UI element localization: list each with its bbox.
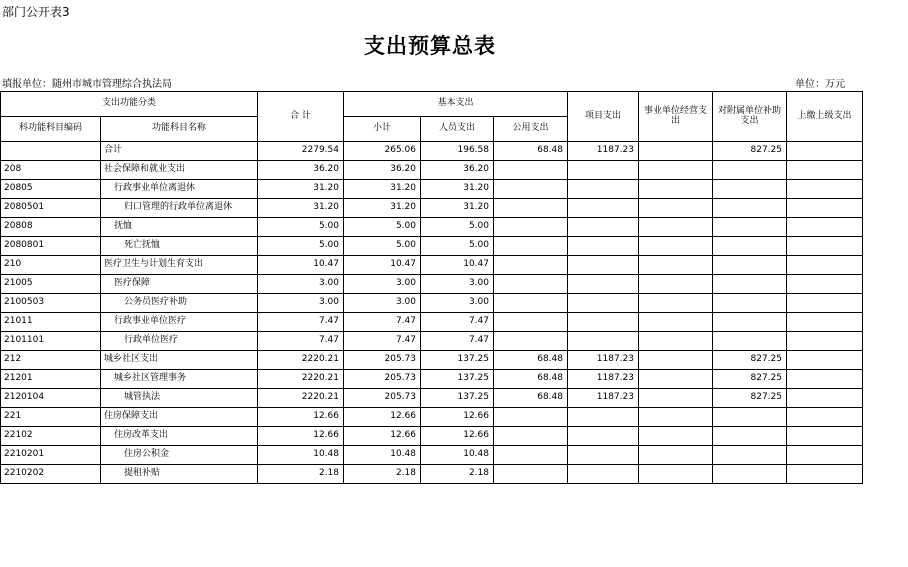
expenditure-budget-table — [0, 91, 863, 484]
table-row — [1, 199, 863, 218]
cell-subtotal: 31.20 — [344, 180, 421, 199]
cell-name: 城管执法 — [101, 389, 258, 408]
cell-total: 3.00 — [258, 294, 344, 313]
cell-subsidy — [713, 199, 787, 218]
cell-total: 31.20 — [258, 199, 344, 218]
cell-public: 68.48 — [494, 389, 568, 408]
cell-public — [494, 180, 568, 199]
cell-project — [568, 427, 639, 446]
cell-public — [494, 313, 568, 332]
cell-business — [639, 237, 713, 256]
document-number-label: 部门公开表3 — [2, 5, 70, 19]
cell-personnel: 137.25 — [421, 370, 494, 389]
table-row — [1, 389, 863, 408]
cell-name: 城乡社区管理事务 — [101, 370, 258, 389]
cell-subtotal: 7.47 — [344, 332, 421, 351]
cell-personnel: 7.47 — [421, 332, 494, 351]
cell-upper — [787, 389, 863, 408]
cell-subsidy — [713, 313, 787, 332]
cell-upper — [787, 256, 863, 275]
cell-personnel: 5.00 — [421, 237, 494, 256]
cell-project — [568, 408, 639, 427]
cell-business — [639, 313, 713, 332]
cell-public: 68.48 — [494, 351, 568, 370]
cell-public — [494, 446, 568, 465]
cell-subtotal: 205.73 — [344, 351, 421, 370]
cell-name: 死亡抚恤 — [101, 237, 258, 256]
table-row — [1, 161, 863, 180]
cell-subsidy: 827.25 — [713, 370, 787, 389]
header-business: 事业单位经营支出 — [639, 92, 713, 142]
cell-upper — [787, 237, 863, 256]
cell-total: 2.18 — [258, 465, 344, 484]
cell-name: 医疗保障 — [101, 275, 258, 294]
table-row — [1, 427, 863, 446]
cell-public — [494, 465, 568, 484]
cell-business — [639, 389, 713, 408]
cell-total: 2220.21 — [258, 351, 344, 370]
cell-project: 1187.23 — [568, 142, 639, 161]
cell-total: 10.48 — [258, 446, 344, 465]
cell-upper — [787, 142, 863, 161]
header-subsidy: 对附属单位补助支出 — [713, 92, 787, 142]
table-row — [1, 237, 863, 256]
cell-total: 12.66 — [258, 408, 344, 427]
cell-personnel: 137.25 — [421, 351, 494, 370]
cell-name: 行政事业单位医疗 — [101, 313, 258, 332]
cell-total: 5.00 — [258, 218, 344, 237]
cell-upper — [787, 294, 863, 313]
cell-subtotal: 265.06 — [344, 142, 421, 161]
cell-project: 1187.23 — [568, 351, 639, 370]
cell-subtotal: 5.00 — [344, 237, 421, 256]
cell-code: 2210201 — [1, 446, 101, 465]
cell-project — [568, 465, 639, 484]
cell-business — [639, 427, 713, 446]
cell-business — [639, 351, 713, 370]
cell-subtotal: 36.20 — [344, 161, 421, 180]
cell-total: 2220.21 — [258, 389, 344, 408]
table-row — [1, 351, 863, 370]
header-public: 公用支出 — [494, 117, 568, 142]
cell-subsidy — [713, 218, 787, 237]
cell-personnel: 3.00 — [421, 294, 494, 313]
table-row — [1, 142, 863, 161]
cell-public: 68.48 — [494, 370, 568, 389]
cell-subsidy — [713, 161, 787, 180]
cell-public — [494, 427, 568, 446]
cell-business — [639, 408, 713, 427]
table-row — [1, 446, 863, 465]
cell-personnel: 10.48 — [421, 446, 494, 465]
cell-personnel: 3.00 — [421, 275, 494, 294]
cell-business — [639, 275, 713, 294]
cell-subsidy — [713, 256, 787, 275]
header-category-group: 支出功能分类 — [1, 92, 258, 117]
cell-code: 21201 — [1, 370, 101, 389]
reporting-unit-label: 填报单位：随州市城市管理综合执法局 — [2, 79, 172, 90]
cell-business — [639, 161, 713, 180]
cell-project: 1187.23 — [568, 389, 639, 408]
cell-personnel: 31.20 — [421, 180, 494, 199]
cell-subsidy: 827.25 — [713, 351, 787, 370]
table-row — [1, 218, 863, 237]
cell-project — [568, 218, 639, 237]
table-row — [1, 408, 863, 427]
header-project: 项目支出 — [568, 92, 639, 142]
cell-upper — [787, 275, 863, 294]
cell-project — [568, 446, 639, 465]
cell-upper — [787, 408, 863, 427]
cell-total: 2279.54 — [258, 142, 344, 161]
cell-code: 21011 — [1, 313, 101, 332]
cell-upper — [787, 199, 863, 218]
cell-name: 社会保障和就业支出 — [101, 161, 258, 180]
cell-public — [494, 218, 568, 237]
currency-unit-label: 单位：万元 — [795, 79, 845, 90]
cell-project — [568, 161, 639, 180]
cell-code: 2100503 — [1, 294, 101, 313]
cell-upper — [787, 465, 863, 484]
cell-personnel: 12.66 — [421, 408, 494, 427]
cell-public — [494, 199, 568, 218]
cell-code: 20805 — [1, 180, 101, 199]
cell-personnel: 36.20 — [421, 161, 494, 180]
header-name: 功能科目名称 — [101, 117, 258, 142]
cell-upper — [787, 180, 863, 199]
table-row — [1, 294, 863, 313]
cell-subtotal: 3.00 — [344, 294, 421, 313]
header-code: 科功能科目编码 — [1, 117, 101, 142]
cell-code: 2080501 — [1, 199, 101, 218]
cell-subtotal: 2.18 — [344, 465, 421, 484]
cell-upper — [787, 313, 863, 332]
cell-business — [639, 465, 713, 484]
cell-subsidy — [713, 427, 787, 446]
cell-subtotal: 3.00 — [344, 275, 421, 294]
cell-code: 208 — [1, 161, 101, 180]
cell-subsidy — [713, 237, 787, 256]
cell-code: 221 — [1, 408, 101, 427]
cell-personnel: 196.58 — [421, 142, 494, 161]
cell-public — [494, 256, 568, 275]
cell-subsidy — [713, 294, 787, 313]
cell-subsidy: 827.25 — [713, 389, 787, 408]
cell-subtotal: 205.73 — [344, 389, 421, 408]
cell-name: 住房改革支出 — [101, 427, 258, 446]
cell-upper — [787, 427, 863, 446]
cell-subsidy — [713, 275, 787, 294]
cell-project — [568, 275, 639, 294]
cell-public — [494, 275, 568, 294]
table-row — [1, 275, 863, 294]
table-row — [1, 180, 863, 199]
cell-personnel: 7.47 — [421, 313, 494, 332]
cell-total: 5.00 — [258, 237, 344, 256]
cell-subsidy — [713, 465, 787, 484]
table-header-row-1 — [1, 92, 863, 117]
cell-subtotal: 12.66 — [344, 408, 421, 427]
header-subtotal: 小计 — [344, 117, 421, 142]
cell-project — [568, 256, 639, 275]
cell-name: 住房公积金 — [101, 446, 258, 465]
cell-project: 1187.23 — [568, 370, 639, 389]
header-total: 合 计 — [258, 92, 344, 142]
page-title: 支出预算总表 — [364, 34, 496, 58]
cell-project — [568, 313, 639, 332]
cell-subsidy — [713, 446, 787, 465]
cell-subtotal: 205.73 — [344, 370, 421, 389]
table-row — [1, 313, 863, 332]
cell-subtotal: 12.66 — [344, 427, 421, 446]
cell-name: 抚恤 — [101, 218, 258, 237]
cell-project — [568, 237, 639, 256]
cell-code: 20808 — [1, 218, 101, 237]
cell-project — [568, 180, 639, 199]
cell-business — [639, 180, 713, 199]
header-basic-group: 基本支出 — [344, 92, 568, 117]
cell-total: 36.20 — [258, 161, 344, 180]
cell-subtotal: 10.48 — [344, 446, 421, 465]
table-row — [1, 465, 863, 484]
cell-subsidy — [713, 332, 787, 351]
cell-name: 行政事业单位离退休 — [101, 180, 258, 199]
cell-code: 2210202 — [1, 465, 101, 484]
cell-upper — [787, 446, 863, 465]
cell-code: 210 — [1, 256, 101, 275]
cell-code: 21005 — [1, 275, 101, 294]
cell-upper — [787, 351, 863, 370]
cell-business — [639, 142, 713, 161]
cell-subtotal: 5.00 — [344, 218, 421, 237]
cell-total: 12.66 — [258, 427, 344, 446]
cell-upper — [787, 332, 863, 351]
table-row — [1, 332, 863, 351]
cell-name: 城乡社区支出 — [101, 351, 258, 370]
cell-project — [568, 199, 639, 218]
cell-public — [494, 408, 568, 427]
cell-total: 31.20 — [258, 180, 344, 199]
cell-total: 7.47 — [258, 332, 344, 351]
header-personnel: 人员支出 — [421, 117, 494, 142]
cell-public: 68.48 — [494, 142, 568, 161]
cell-business — [639, 294, 713, 313]
cell-name: 提租补贴 — [101, 465, 258, 484]
cell-total: 3.00 — [258, 275, 344, 294]
cell-project — [568, 332, 639, 351]
cell-name: 医疗卫生与计划生育支出 — [101, 256, 258, 275]
cell-total: 10.47 — [258, 256, 344, 275]
cell-subsidy — [713, 180, 787, 199]
cell-name: 归口管理的行政单位离退休 — [101, 199, 258, 218]
table-row — [1, 256, 863, 275]
cell-total: 2220.21 — [258, 370, 344, 389]
cell-business — [639, 218, 713, 237]
cell-personnel: 10.47 — [421, 256, 494, 275]
cell-subtotal: 7.47 — [344, 313, 421, 332]
cell-code: 2101101 — [1, 332, 101, 351]
cell-business — [639, 332, 713, 351]
cell-subtotal: 10.47 — [344, 256, 421, 275]
cell-name: 行政单位医疗 — [101, 332, 258, 351]
cell-personnel: 5.00 — [421, 218, 494, 237]
cell-personnel: 137.25 — [421, 389, 494, 408]
cell-upper — [787, 218, 863, 237]
cell-project — [568, 294, 639, 313]
cell-public — [494, 294, 568, 313]
table-row — [1, 370, 863, 389]
cell-code: 212 — [1, 351, 101, 370]
cell-personnel: 2.18 — [421, 465, 494, 484]
cell-subsidy — [713, 408, 787, 427]
cell-business — [639, 256, 713, 275]
cell-personnel: 12.66 — [421, 427, 494, 446]
cell-code: 22102 — [1, 427, 101, 446]
cell-business — [639, 446, 713, 465]
cell-code: 2120104 — [1, 389, 101, 408]
cell-code — [1, 142, 101, 161]
cell-public — [494, 237, 568, 256]
cell-subtotal: 31.20 — [344, 199, 421, 218]
cell-business — [639, 199, 713, 218]
cell-total: 7.47 — [258, 313, 344, 332]
cell-upper — [787, 370, 863, 389]
cell-public — [494, 161, 568, 180]
cell-personnel: 31.20 — [421, 199, 494, 218]
cell-name: 公务员医疗补助 — [101, 294, 258, 313]
cell-public — [494, 332, 568, 351]
cell-name: 合计 — [101, 142, 258, 161]
cell-subsidy: 827.25 — [713, 142, 787, 161]
cell-code: 2080801 — [1, 237, 101, 256]
cell-upper — [787, 161, 863, 180]
cell-business — [639, 370, 713, 389]
header-upper: 上缴上级支出 — [787, 92, 863, 142]
cell-name: 住房保障支出 — [101, 408, 258, 427]
